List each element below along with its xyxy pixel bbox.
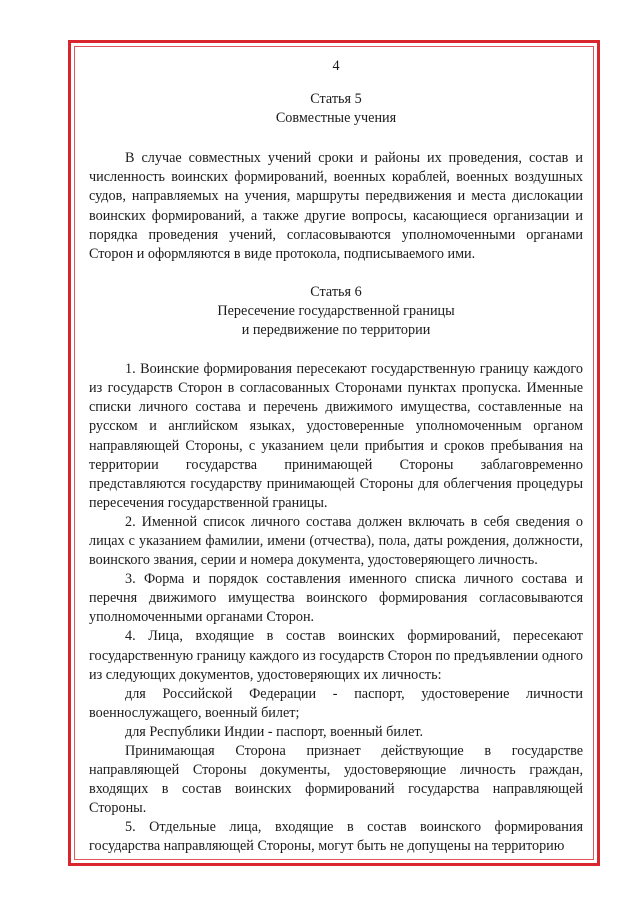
article-6-heading-line2: и передвижение по территории [241, 322, 431, 339]
article-6-paragraph: для Российской Федерации - паспорт, удостоверение личности военнослужащего, военный билет; [89, 685, 583, 721]
page-number: 4 [332, 58, 340, 74]
article-6-paragraph: Принимающая Сторона признает действующие в государстве направляющей Стороны документы, удостоверяющие личность граждан, входящих в состав воинских формирований государства направляющей Стороны. [89, 743, 583, 817]
article-6-paragraph: 1. Воинские формирования пересекают государственную границу каждого из государств Сторон в согласованных Сторонами пунктах пропуска. Именные списки личного состава и перечень движимого имущества, составленные на русском и английском языках, удостоверенные уполномоченным органом направляющей Стороны, с указанием цели прибытия и сроков пребывания на территории государства принимающей Стороны заблаговременно представляются государству принимающей Стороны для облегчения процедуры пересечения государственной границы. [89, 361, 583, 511]
article-5-paragraph: В случае совместных учений сроки и районы их проведения, состав и численность воинских формирований, военных кораблей, военных воздушных судов, направляемых на учения, маршруты передвижения и места дислокации воинских формирований, а также другие вопросы, касающиеся организации и порядка проведения учений, согласовываются уполномоченными органами Сторон и оформляются в виде протокола, подписываемого ими. [89, 150, 583, 262]
article-6-paragraph: 3. Форма и порядок составления именного списка личного состава и перечня движимого имущества воинского формирования согласовываются уполномоченными органами Сторон. [89, 571, 583, 626]
article-6-paragraph: для Республики Индии - паспорт, военный билет. [125, 723, 424, 740]
article-6-paragraph: 2. Именной список личного состава должен включать в себя сведения о лицах с указанием фамилии, имени (отчества), пола, даты рождения, должности, воинского звания, серии и номера документа, удостоверяющего личность. [89, 513, 583, 569]
article-6-paragraph: 4. Лица, входящие в состав воинских формирований, пересекают государственную границу каждого из государств Сторон по предъявлении одного из следующих документов, удостоверяющих их личность: [89, 628, 583, 683]
article-6-title: Статья 6 [310, 283, 362, 300]
article-5-heading: Совместные учения [275, 110, 397, 127]
article-6-heading-line1: Пересечение государственной границы [217, 302, 455, 319]
article-5-title: Статья 5 [310, 91, 362, 108]
article-6-paragraph: 5. Отдельные лица, входящие в состав воинского формирования государства направляющей Стороны, могут быть не допущены на территорию [89, 819, 583, 855]
document-page [89, 57, 583, 857]
